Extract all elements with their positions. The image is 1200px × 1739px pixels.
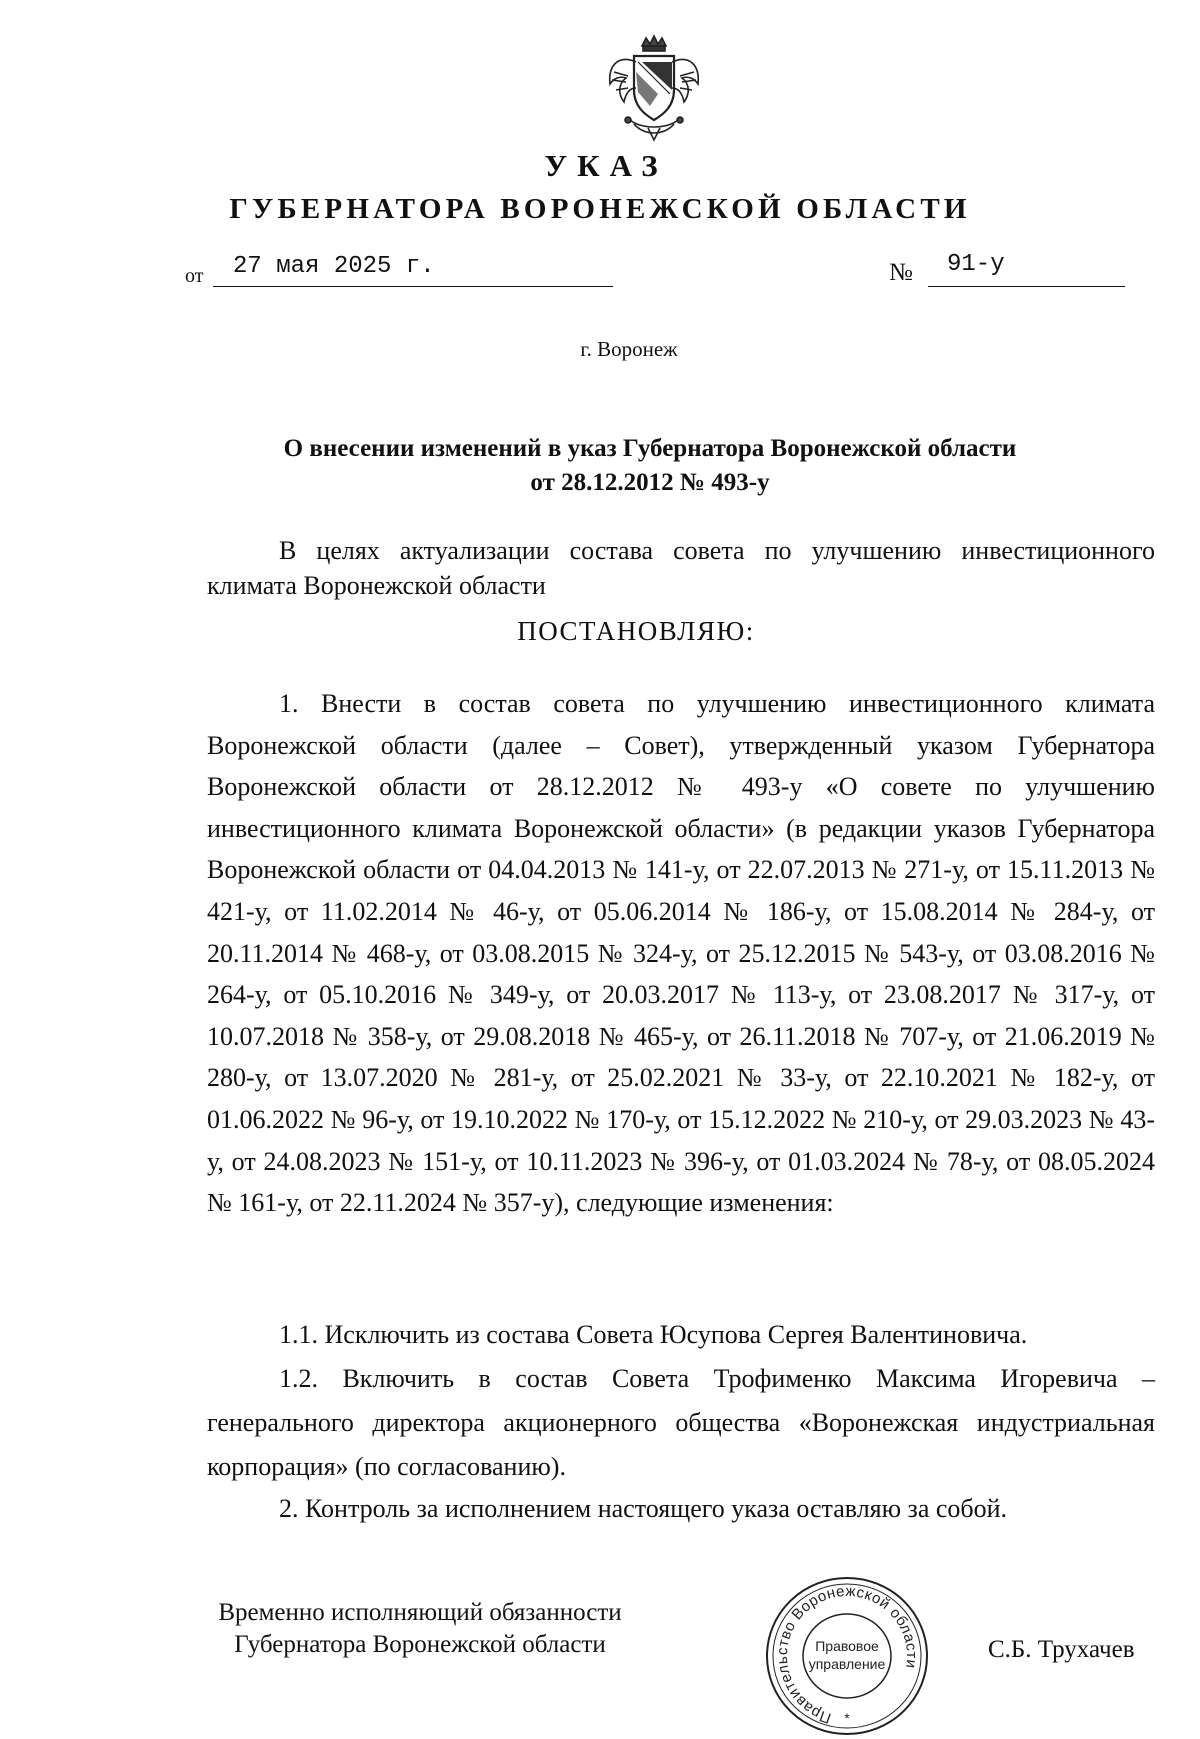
subject-line-1: О внесении изменений в указ Губернатора Воронежской области xyxy=(283,435,1017,462)
subject-line-2: от 28.12.2012 № 493-у xyxy=(530,469,770,496)
item-2-paragraph: 2. Контроль за исполнением настоящего указа оставляю за собой. xyxy=(279,1494,1008,1523)
stamp-star: * xyxy=(844,1710,850,1726)
position-line-2: Губернатора Воронежской области xyxy=(234,1631,606,1658)
document-type-title: УКАЗ xyxy=(544,148,668,183)
stamp-ring-text: Правительство Воронежской области xyxy=(773,1582,921,1727)
decree-date: 27 мая 2025 г. xyxy=(233,253,435,280)
stamp-center-line-2: управление xyxy=(808,1656,886,1672)
date-prefix: от xyxy=(185,265,204,287)
decree-word: ПОСТАНОВЛЯЮ: xyxy=(517,616,755,646)
item-1-1-paragraph: 1.1. Исключить из состава Совета Юсупова Сергея Валентиновича. xyxy=(279,1320,1028,1349)
preamble-paragraph: В целях актуализации состава совета по улучшению инвестиционного климата Воронежской области xyxy=(207,536,1155,600)
date-number-row xyxy=(185,245,1125,289)
number-prefix: № xyxy=(889,259,913,286)
official-stamp xyxy=(762,1573,932,1739)
signatory-position xyxy=(180,1597,660,1661)
number-underline xyxy=(928,286,1125,287)
decree-subject xyxy=(150,432,1150,500)
signatory-name: С.Б. Трухачев xyxy=(988,1636,1135,1663)
date-underline xyxy=(213,286,613,287)
stamp-center-line-1: Правовое xyxy=(815,1638,879,1654)
decree-number: 91-у xyxy=(947,251,1005,278)
issuer-title: ГУБЕРНАТОРА ВОРОНЕЖСКОЙ ОБЛАСТИ xyxy=(229,193,971,225)
item-1-paragraph: 1. Внести в состав совета по улучшению инвестиционного климата Воронежской области (далее – Совет), утвержденный указом Губернатора Воронежской области от 28.12.2012 № 493-у «О совете по улучшению инвестиционного климата Воронежской области» (в редакции указов Губернатора Воронежской области от 04.04.2013 № 141-у, от 22.07.2013 № 271-у, от 15.11.2013 № 421-у, от 11.02.2014 № 46-у, от 05.06.2014 № 186-у, от 15.08.2014 № 284-у, от 20.11.2014 № 468-у, от 03.08.2015 № 324-у, от 25.12.2015 № 543-у, от 03.08.2016 № 264-у, от 05.10.2016 № 349-у, от 20.03.2017 № 113-у, от 23.08.2017 № 317-у, от 10.07.2018 № 358-у, от 29.08.2018 № 465-у, от 26.11.2018 № 707-у, от 21.06.2019 № 280-у, от 13.07.2020 № 281-у, от 25.02.2021 № 33-у, от 22.10.2021 № 182-у, от 01.06.2022 № 96-у, от 19.10.2022 № 170-у, от 15.12.2022 № 210-у, от 29.03.2023 № 43-у, от 24.08.2023 № 151-у, от 10.11.2023 № 396-у, от 01.03.2024 № 78-у, от 08.05.2024 № 161-у, от 22.11.2024 № 357-у), следующие изменения: xyxy=(207,689,1155,1218)
item-1-2-paragraph: 1.2. Включить в состав Совета Трофименко Максима Игоревича – генерального директора акционерного общества «Воронежская индустриальная корпорация» (по согласованию). xyxy=(207,1364,1155,1481)
coat-of-arms-icon xyxy=(598,32,710,144)
position-line-1: Временно исполняющий обязанности xyxy=(218,1599,622,1626)
city-line: г. Воронеж xyxy=(580,337,678,361)
